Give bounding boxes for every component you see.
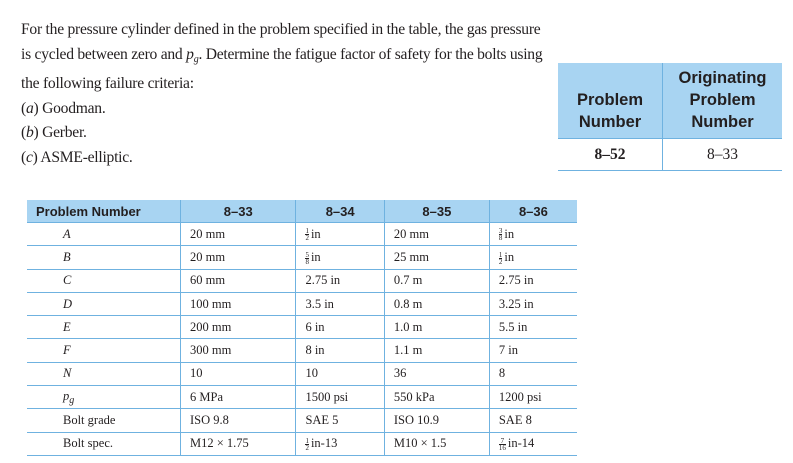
item-text: Gerber.	[38, 124, 87, 142]
item-letter: a	[25, 99, 34, 117]
criterion-item: (c) ASME-elliptic.	[21, 148, 133, 166]
table-cell: 36	[384, 362, 489, 385]
table-cell: 6 MPa	[181, 386, 296, 409]
unit-text: in	[310, 226, 321, 241]
table-cell: M10 × 1.5	[384, 432, 489, 455]
table-cell: 200 mm	[181, 316, 296, 339]
text: . Determine the fatigue factor of safety for the bolts using	[198, 45, 543, 63]
item-text: Goodman.	[38, 99, 106, 117]
row-label	[27, 292, 181, 315]
label-text: Bolt spec.	[63, 436, 113, 451]
table-cell	[296, 432, 384, 455]
numerator: 1	[498, 250, 503, 259]
table-cell: M12 × 1.75	[181, 432, 296, 455]
table-cell	[296, 246, 384, 269]
table-cell: 1200 psi	[489, 386, 577, 409]
table-cell	[489, 223, 577, 246]
fraction	[305, 252, 309, 265]
table-row	[27, 246, 577, 269]
problem-number: 8–52	[558, 139, 663, 171]
problem-line: the following failure criteria:	[21, 75, 194, 93]
problem-line: For the pressure cylinder defined in the problem specified in the table, the gas pressure	[21, 21, 541, 38]
table-cell: 3.5 in	[296, 292, 384, 315]
column-header: 8–33	[181, 200, 296, 223]
row-label	[27, 386, 181, 409]
denominator: 2	[498, 257, 503, 266]
table-cell	[489, 432, 577, 455]
numerator: 5	[305, 250, 309, 259]
row-label	[27, 269, 181, 292]
row-label	[27, 246, 181, 269]
table-row	[27, 386, 577, 409]
unit-text: in-13	[310, 436, 338, 451]
item-letter: c	[25, 148, 33, 166]
row-label	[27, 432, 181, 455]
table-cell: 20 mm	[181, 223, 296, 246]
table-row	[27, 409, 577, 432]
label-text: D	[63, 296, 73, 311]
table-cell: 8	[489, 362, 577, 385]
label-text: A	[63, 226, 71, 241]
table-cell: 100 mm	[181, 292, 296, 315]
label-text: Bolt grade	[63, 413, 116, 428]
unit-text: in	[310, 249, 321, 264]
problem-line	[21, 43, 551, 73]
table-cell: 10	[181, 362, 296, 385]
data-table	[27, 200, 577, 456]
fraction	[499, 228, 503, 241]
table-cell: 0.7 m	[384, 269, 489, 292]
criterion-item: (a) Goodman.	[21, 99, 106, 117]
table-cell: 2.75 in	[296, 269, 384, 292]
table-cell	[296, 223, 384, 246]
numerator: 3	[498, 227, 503, 236]
table-row	[27, 339, 577, 362]
unit-text: in	[504, 226, 515, 241]
table-cell	[489, 246, 577, 269]
table-cell: 3.25 in	[489, 292, 577, 315]
table-cell: 0.8 m	[384, 292, 489, 315]
numerator: 1	[305, 227, 309, 236]
header-originating-problem: Originating Problem Number	[663, 63, 783, 139]
table-cell: 2.75 in	[489, 269, 577, 292]
table-row	[27, 432, 577, 455]
denominator: 16	[498, 443, 506, 452]
table-cell: 300 mm	[181, 339, 296, 362]
numerator: 1	[305, 436, 309, 445]
table-cell: 5.5 in	[489, 316, 577, 339]
column-header: 8–34	[296, 200, 384, 223]
fraction	[305, 438, 309, 451]
row-label	[27, 362, 181, 385]
table-cell: 20 mm	[181, 246, 296, 269]
originating-problem-number: 8–33	[663, 139, 783, 171]
table-cell: ISO 9.8	[181, 409, 296, 432]
problem-statement	[21, 18, 551, 171]
header-problem-number: Problem Number	[558, 63, 663, 139]
label-text: E	[63, 319, 71, 334]
table-row	[27, 316, 577, 339]
unit-text: in	[504, 249, 515, 264]
row-label	[27, 316, 181, 339]
item-letter: b	[25, 124, 34, 142]
label-text: C	[63, 273, 72, 288]
pressure-symbol: p	[186, 45, 194, 63]
label-text: p	[63, 388, 70, 403]
table-row	[27, 269, 577, 292]
column-header: 8–36	[489, 200, 577, 223]
table-cell: SAE 8	[489, 409, 577, 432]
fraction	[499, 438, 506, 451]
table-cell: 10	[296, 362, 384, 385]
denominator: 2	[305, 234, 309, 243]
table-cell: 20 mm	[384, 223, 489, 246]
denominator: 2	[305, 443, 309, 452]
row-label	[27, 223, 181, 246]
criterion-item: (b) Gerber.	[21, 124, 87, 142]
table-cell: 7 in	[489, 339, 577, 362]
table-row	[27, 362, 577, 385]
item-text: ASME-elliptic.	[37, 148, 133, 166]
assignment-table	[558, 63, 782, 171]
table-cell: SAE 5	[296, 409, 384, 432]
unit-text: in-14	[507, 436, 535, 451]
fraction	[499, 252, 503, 265]
subscript: g	[69, 394, 75, 406]
table-cell: 6 in	[296, 316, 384, 339]
column-header: 8–35	[384, 200, 489, 223]
table-cell: 550 kPa	[384, 386, 489, 409]
denominator: 8	[498, 234, 503, 243]
table-cell: 1500 psi	[296, 386, 384, 409]
label-text: B	[63, 249, 71, 264]
numerator: 7	[500, 436, 505, 445]
row-label	[27, 339, 181, 362]
denominator: 8	[305, 257, 309, 266]
fraction	[305, 228, 309, 241]
table-cell: 25 mm	[384, 246, 489, 269]
table-row	[27, 223, 577, 246]
table-cell: 1.1 m	[384, 339, 489, 362]
subscript: g	[193, 53, 199, 65]
table-cell: 8 in	[296, 339, 384, 362]
table-row	[558, 139, 782, 171]
table-cell: 1.0 m	[384, 316, 489, 339]
table-cell: 60 mm	[181, 269, 296, 292]
label-text: N	[63, 366, 72, 381]
label-text: F	[63, 343, 71, 358]
text: is cycled between zero and	[21, 45, 187, 63]
column-header: Problem Number	[27, 200, 181, 223]
table-cell: ISO 10.9	[384, 409, 489, 432]
table-row	[27, 292, 577, 315]
row-label	[27, 409, 181, 432]
